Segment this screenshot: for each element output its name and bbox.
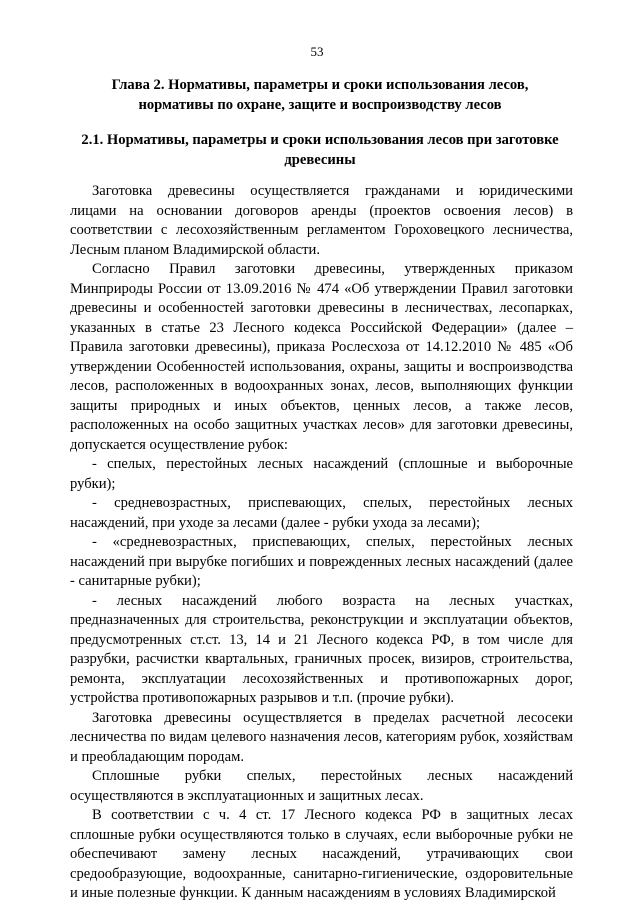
paragraph-line: лесничества по видам целевого назначения лесов, категориям рубок, хозяйствам bbox=[70, 729, 573, 745]
paragraph-line: средообразующие, водоохранные, санитарно-гигиенические, оздоровительные bbox=[70, 865, 573, 882]
paragraph-line: - лесных насаждений любого возраста на лесных участках, bbox=[92, 592, 573, 609]
paragraph-line: устройства противопожарных разрывов и т.п. (прочие рубки). bbox=[70, 690, 455, 706]
document-body bbox=[70, 182, 573, 904]
paragraph-line: разрубки, расчистки квартальных, граничных просек, визиров, строительства, bbox=[70, 651, 573, 667]
paragraph-line: Лесным планом Владимирской области. bbox=[70, 241, 320, 258]
section-title-line: древесины bbox=[284, 152, 356, 168]
paragraph-line: расположенных на особо защитных участках лесов» для заготовки древесины, bbox=[70, 417, 573, 433]
paragraph-line: и преобладающим породам. bbox=[70, 748, 244, 765]
paragraph-line: ремонта, эксплуатации лесохозяйственных и противопожарных дорог, bbox=[70, 670, 573, 687]
paragraph-line: насаждений, при уходе за лесами (далее - рубки ухода за лесами); bbox=[70, 514, 481, 531]
paragraph bbox=[70, 533, 573, 592]
paragraph-line: указанных в статье 23 Лесного кодекса Российской Федерации» (далее – bbox=[70, 319, 573, 336]
paragraph-line: утверждении Особенностей использования, охраны, защиты и воспроизводства bbox=[70, 358, 573, 375]
paragraph-line: обеспечивают замену лесных насаждений, утрачивающих свои bbox=[70, 846, 573, 862]
paragraph bbox=[70, 592, 573, 709]
paragraph-line: и иные полезные функции. К данным насаждениям в условиях Владимирской bbox=[70, 885, 556, 901]
paragraph-line: - «средневозрастных, приспевающих, спелых, перестойных лесных bbox=[92, 534, 573, 550]
chapter-title-line: нормативы по охране, защите и воспроизводству лесов bbox=[138, 97, 502, 113]
paragraph-line: Согласно Правил заготовки древесины, утвержденных приказом bbox=[92, 261, 573, 277]
paragraph-line: соответствии с лесохозяйственным регламентом Гороховецкого лесничества, bbox=[70, 222, 573, 238]
paragraph-line: допускается осуществление рубок: bbox=[70, 436, 288, 453]
paragraph-line: - спелых, перестойных лесных насаждений (сплошные и выборочные bbox=[92, 456, 573, 472]
chapter-title-line: Глава 2. Нормативы, параметры и сроки использования лесов, bbox=[111, 77, 529, 93]
paragraph-line: - санитарные рубки); bbox=[70, 573, 201, 589]
page-number: 53 bbox=[310, 44, 324, 59]
paragraph-line: сплошные рубки осуществляются только в случаях, если выборочные рубки не bbox=[70, 826, 573, 843]
paragraph bbox=[70, 709, 573, 768]
paragraph bbox=[70, 806, 573, 904]
paragraph bbox=[70, 260, 573, 455]
paragraph-line: В соответствии с ч. 4 ст. 17 Лесного кодекса РФ в защитных лесах bbox=[92, 807, 573, 823]
paragraph-line: осуществляются в эксплуатационных и защитных лесах. bbox=[70, 787, 424, 804]
paragraph-line: древесины и особенностей заготовки древесины в лесничествах, лесопарках, bbox=[70, 300, 573, 316]
section-title-line: 2.1. Нормативы, параметры и сроки использования лесов при заготовке bbox=[81, 132, 559, 148]
paragraph-line: рубки); bbox=[70, 475, 116, 492]
paragraph-line: насаждений при вырубке погибших и поврежденных лесных насаждений (далее bbox=[70, 553, 573, 570]
paragraph-line: предусмотренных ст.ст. 13, 14 и 21 Лесного кодекса РФ, в том числе для bbox=[70, 631, 573, 648]
paragraph-line: защиты природных и иных объектов, ценных лесов, а также лесов, bbox=[70, 397, 573, 414]
paragraph-line: Заготовка древесины осуществляется гражданами и юридическими bbox=[92, 183, 573, 199]
paragraph-line: - средневозрастных, приспевающих, спелых, перестойных лесных bbox=[92, 495, 573, 511]
chapter-title bbox=[70, 75, 570, 115]
paragraph-line: Правила заготовки древесины), приказа Рослесхоза от 14.12.2010 № 485 «Об bbox=[70, 339, 573, 355]
paragraph-line: лицами на основании договоров аренды (проектов освоения лесов) в bbox=[70, 202, 573, 219]
paragraph-line: Минприроды России от 13.09.2016 № 474 «Об утверждении Правил заготовки bbox=[70, 280, 573, 297]
paragraph bbox=[70, 494, 573, 533]
paragraph-line: предназначенных для строительства, реконструкции и эксплуатации объектов, bbox=[70, 612, 573, 628]
paragraph bbox=[70, 767, 573, 806]
section-title bbox=[70, 130, 570, 170]
paragraph bbox=[70, 455, 573, 494]
paragraph-line: лесов, расположенных в водоохранных зонах, лесов, выполняющих функции bbox=[70, 378, 573, 394]
paragraph bbox=[70, 182, 573, 260]
paragraph-line: Сплошные рубки спелых, перестойных лесных насаждений bbox=[92, 768, 573, 784]
paragraph-line: Заготовка древесины осуществляется в пределах расчетной лесосеки bbox=[92, 709, 573, 726]
